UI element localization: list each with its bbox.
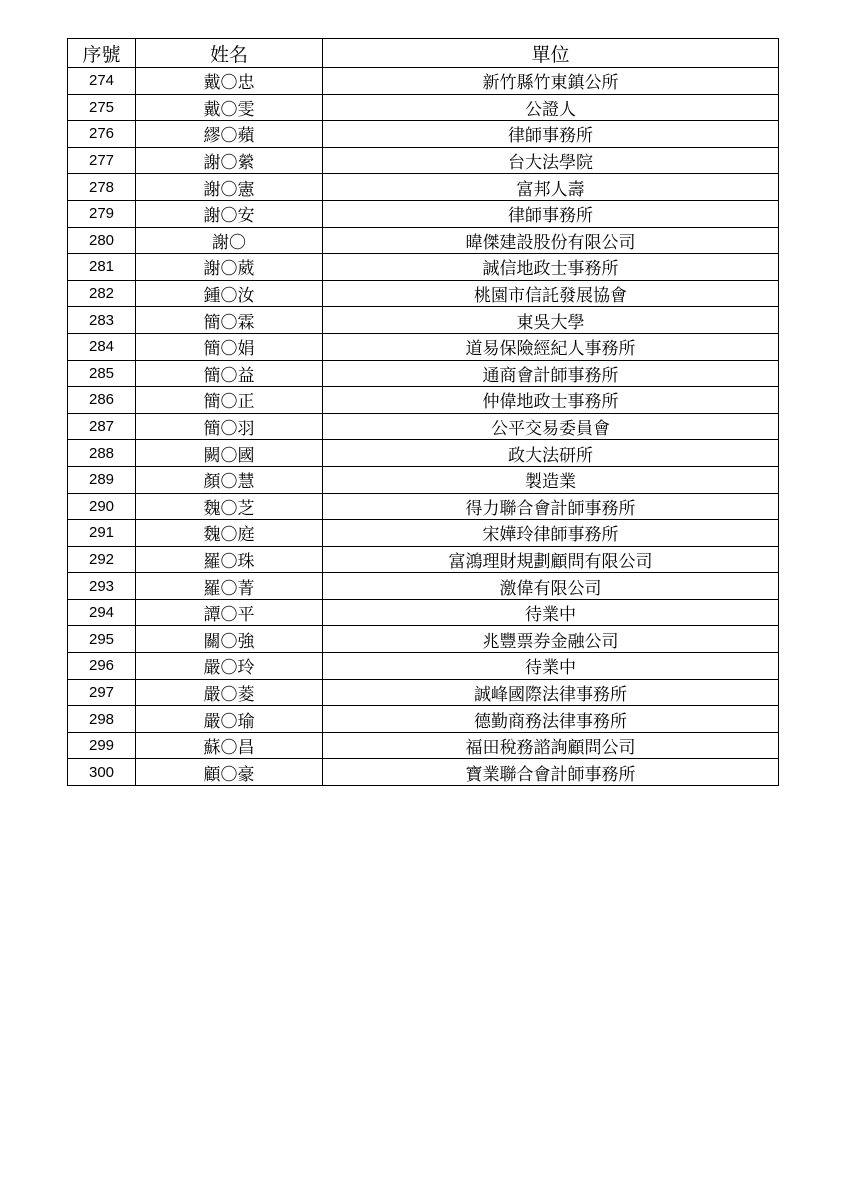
row-unit: 仲偉地政士事務所 xyxy=(323,387,779,414)
row-name: 簡〇正 xyxy=(136,387,323,414)
row-number: 291 xyxy=(68,520,136,547)
table-row xyxy=(68,174,779,201)
row-unit: 東吳大學 xyxy=(323,307,779,334)
row-unit: 桃園市信託發展協會 xyxy=(323,280,779,307)
row-number: 298 xyxy=(68,706,136,733)
row-number: 293 xyxy=(68,573,136,600)
row-number: 288 xyxy=(68,440,136,467)
row-unit: 通商會計師事務所 xyxy=(323,360,779,387)
row-name: 羅〇珠 xyxy=(136,546,323,573)
row-name: 魏〇庭 xyxy=(136,520,323,547)
table-row xyxy=(68,387,779,414)
row-name: 簡〇羽 xyxy=(136,413,323,440)
row-number: 299 xyxy=(68,732,136,759)
table-row xyxy=(68,121,779,148)
table-row xyxy=(68,333,779,360)
table-row xyxy=(68,759,779,786)
row-name: 謝〇安 xyxy=(136,200,323,227)
row-unit: 福田稅務諮詢顧問公司 xyxy=(323,732,779,759)
row-number: 276 xyxy=(68,121,136,148)
table-row xyxy=(68,653,779,680)
row-name: 嚴〇玲 xyxy=(136,653,323,680)
table-row xyxy=(68,280,779,307)
row-name: 謝〇 xyxy=(136,227,323,254)
table-row xyxy=(68,440,779,467)
table-row xyxy=(68,94,779,121)
row-unit: 製造業 xyxy=(323,466,779,493)
row-number: 284 xyxy=(68,333,136,360)
row-name: 羅〇菁 xyxy=(136,573,323,600)
row-name: 謝〇憲 xyxy=(136,174,323,201)
row-unit: 寶業聯合會計師事務所 xyxy=(323,759,779,786)
row-unit: 公證人 xyxy=(323,94,779,121)
row-name: 鍾〇汝 xyxy=(136,280,323,307)
row-unit: 律師事務所 xyxy=(323,121,779,148)
row-unit: 富邦人壽 xyxy=(323,174,779,201)
row-number: 286 xyxy=(68,387,136,414)
table-row xyxy=(68,679,779,706)
row-number: 292 xyxy=(68,546,136,573)
row-name: 闕〇國 xyxy=(136,440,323,467)
row-number: 281 xyxy=(68,254,136,281)
row-unit: 富鴻理財規劃顧問有限公司 xyxy=(323,546,779,573)
row-unit: 政大法研所 xyxy=(323,440,779,467)
table-row xyxy=(68,706,779,733)
table-row xyxy=(68,466,779,493)
row-number: 283 xyxy=(68,307,136,334)
row-number: 280 xyxy=(68,227,136,254)
table-row xyxy=(68,599,779,626)
row-unit: 道易保險經紀人事務所 xyxy=(323,333,779,360)
table-row xyxy=(68,68,779,95)
row-unit: 兆豐票券金融公司 xyxy=(323,626,779,653)
row-name: 顏〇慧 xyxy=(136,466,323,493)
row-unit: 公平交易委員會 xyxy=(323,413,779,440)
row-number: 285 xyxy=(68,360,136,387)
row-unit: 激偉有限公司 xyxy=(323,573,779,600)
table-row xyxy=(68,520,779,547)
row-number: 290 xyxy=(68,493,136,520)
table-row xyxy=(68,732,779,759)
row-number: 282 xyxy=(68,280,136,307)
row-number: 275 xyxy=(68,94,136,121)
row-unit: 新竹縣竹東鎮公所 xyxy=(323,68,779,95)
table-row xyxy=(68,413,779,440)
row-name: 簡〇益 xyxy=(136,360,323,387)
table-row xyxy=(68,200,779,227)
row-unit: 誠信地政士事務所 xyxy=(323,254,779,281)
table-row xyxy=(68,626,779,653)
table-row xyxy=(68,546,779,573)
row-name: 謝〇縈 xyxy=(136,147,323,174)
row-unit: 暐傑建設股份有限公司 xyxy=(323,227,779,254)
row-name: 魏〇芝 xyxy=(136,493,323,520)
table-row xyxy=(68,227,779,254)
row-number: 279 xyxy=(68,200,136,227)
table-row xyxy=(68,307,779,334)
row-name: 簡〇霖 xyxy=(136,307,323,334)
row-unit: 誠峰國際法律事務所 xyxy=(323,679,779,706)
table-row xyxy=(68,573,779,600)
row-number: 274 xyxy=(68,68,136,95)
row-number: 289 xyxy=(68,466,136,493)
table-body xyxy=(68,68,779,786)
table-row xyxy=(68,254,779,281)
row-number: 297 xyxy=(68,679,136,706)
row-number: 278 xyxy=(68,174,136,201)
row-name: 謝〇葳 xyxy=(136,254,323,281)
row-number: 294 xyxy=(68,599,136,626)
row-unit: 待業中 xyxy=(323,599,779,626)
row-number: 300 xyxy=(68,759,136,786)
row-number: 287 xyxy=(68,413,136,440)
row-unit: 得力聯合會計師事務所 xyxy=(323,493,779,520)
table-row xyxy=(68,360,779,387)
row-name: 戴〇忠 xyxy=(136,68,323,95)
header-number: 序號 xyxy=(68,39,136,68)
row-number: 295 xyxy=(68,626,136,653)
row-name: 關〇強 xyxy=(136,626,323,653)
row-unit: 德勤商務法律事務所 xyxy=(323,706,779,733)
row-name: 顧〇豪 xyxy=(136,759,323,786)
row-name: 蘇〇昌 xyxy=(136,732,323,759)
row-name: 戴〇雯 xyxy=(136,94,323,121)
row-name: 繆〇蘋 xyxy=(136,121,323,148)
row-name: 嚴〇菱 xyxy=(136,679,323,706)
row-number: 296 xyxy=(68,653,136,680)
header-unit: 單位 xyxy=(323,39,779,68)
header-name: 姓名 xyxy=(136,39,323,68)
row-name: 譚〇平 xyxy=(136,599,323,626)
row-unit: 台大法學院 xyxy=(323,147,779,174)
row-unit: 宋嬅玲律師事務所 xyxy=(323,520,779,547)
row-unit: 待業中 xyxy=(323,653,779,680)
row-unit: 律師事務所 xyxy=(323,200,779,227)
roster-table xyxy=(67,38,779,786)
row-name: 簡〇娟 xyxy=(136,333,323,360)
table-header xyxy=(68,39,779,68)
table-row xyxy=(68,493,779,520)
table-row xyxy=(68,147,779,174)
header-row xyxy=(68,39,779,68)
row-number: 277 xyxy=(68,147,136,174)
row-name: 嚴〇瑜 xyxy=(136,706,323,733)
